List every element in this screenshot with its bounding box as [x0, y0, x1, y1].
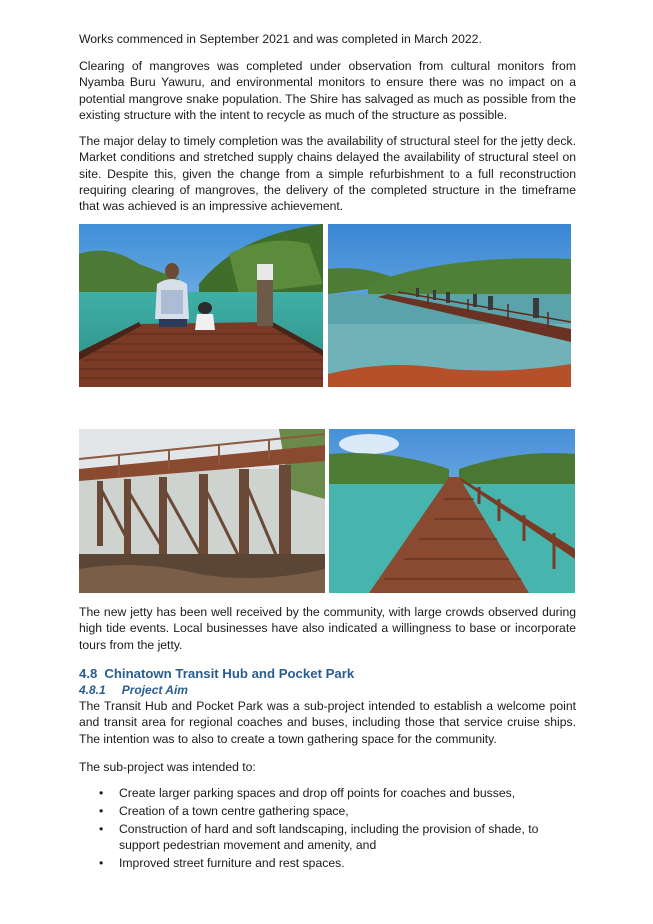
photo-jetty-structure [79, 429, 325, 593]
list-item: • Improved street furniture and rest spaces. [79, 855, 576, 871]
list-item: • Construction of hard and soft landscaping, including the provision of shade, to support pedestrian movement and amenity, and [79, 821, 576, 854]
section-number: 4.8 [79, 666, 98, 681]
delay-paragraph: The major delay to timely completion was the availability of structural steel for the jetty deck. Market conditions and stretched supply chains delayed the availability of structural steel on site. Despite this, given the change from a simple refurbishment to a full reconstruction requiring clearing of mangroves, the delivery of the completed structure in the timeframe that was achieved is an impressive achievement. [79, 134, 576, 214]
aims-list [79, 785, 576, 872]
project-aim-paragraph: The Transit Hub and Pocket Park was a sub-project intended to establish a welcome point and transit area for regional coaches and buses, including those that service cruise ships. The intention was to also to create a town gathering space for the community. [79, 699, 576, 746]
photo-jetty-perspective [329, 429, 575, 593]
subsection-title: Project Aim [121, 683, 188, 697]
intro-paragraph: The sub-project was intended to: [79, 760, 256, 774]
subsection-heading [79, 683, 188, 697]
list-item: • Create larger parking spaces and drop off points for coaches and busses, [79, 785, 576, 801]
photo-jetty-end-people [79, 224, 323, 387]
photo-jetty-group-walking [328, 224, 571, 387]
clearing-paragraph: Clearing of mangroves was completed under observation from cultural monitors from Nyamba Buru Yawuru, and environmental monitors to ensure there was no impact on a potential mangrove snake population. The Shire has salvaged as much as possible from the existing structure with the intent to recycle as much of the structure as possible. [79, 59, 576, 122]
works-dates-paragraph: Works commenced in September 2021 and was completed in March 2022. [79, 32, 482, 46]
list-item: • Creation of a town centre gathering space, [79, 803, 576, 819]
section-title: Chinatown Transit Hub and Pocket Park [104, 666, 355, 681]
section-heading [79, 666, 354, 681]
reception-paragraph: The new jetty has been well received by the community, with large crowds observed during high tide events. Local businesses have also indicated a willingness to base or incorporate tours from the jetty. [79, 605, 576, 652]
subsection-number: 4.8.1 [79, 683, 106, 697]
